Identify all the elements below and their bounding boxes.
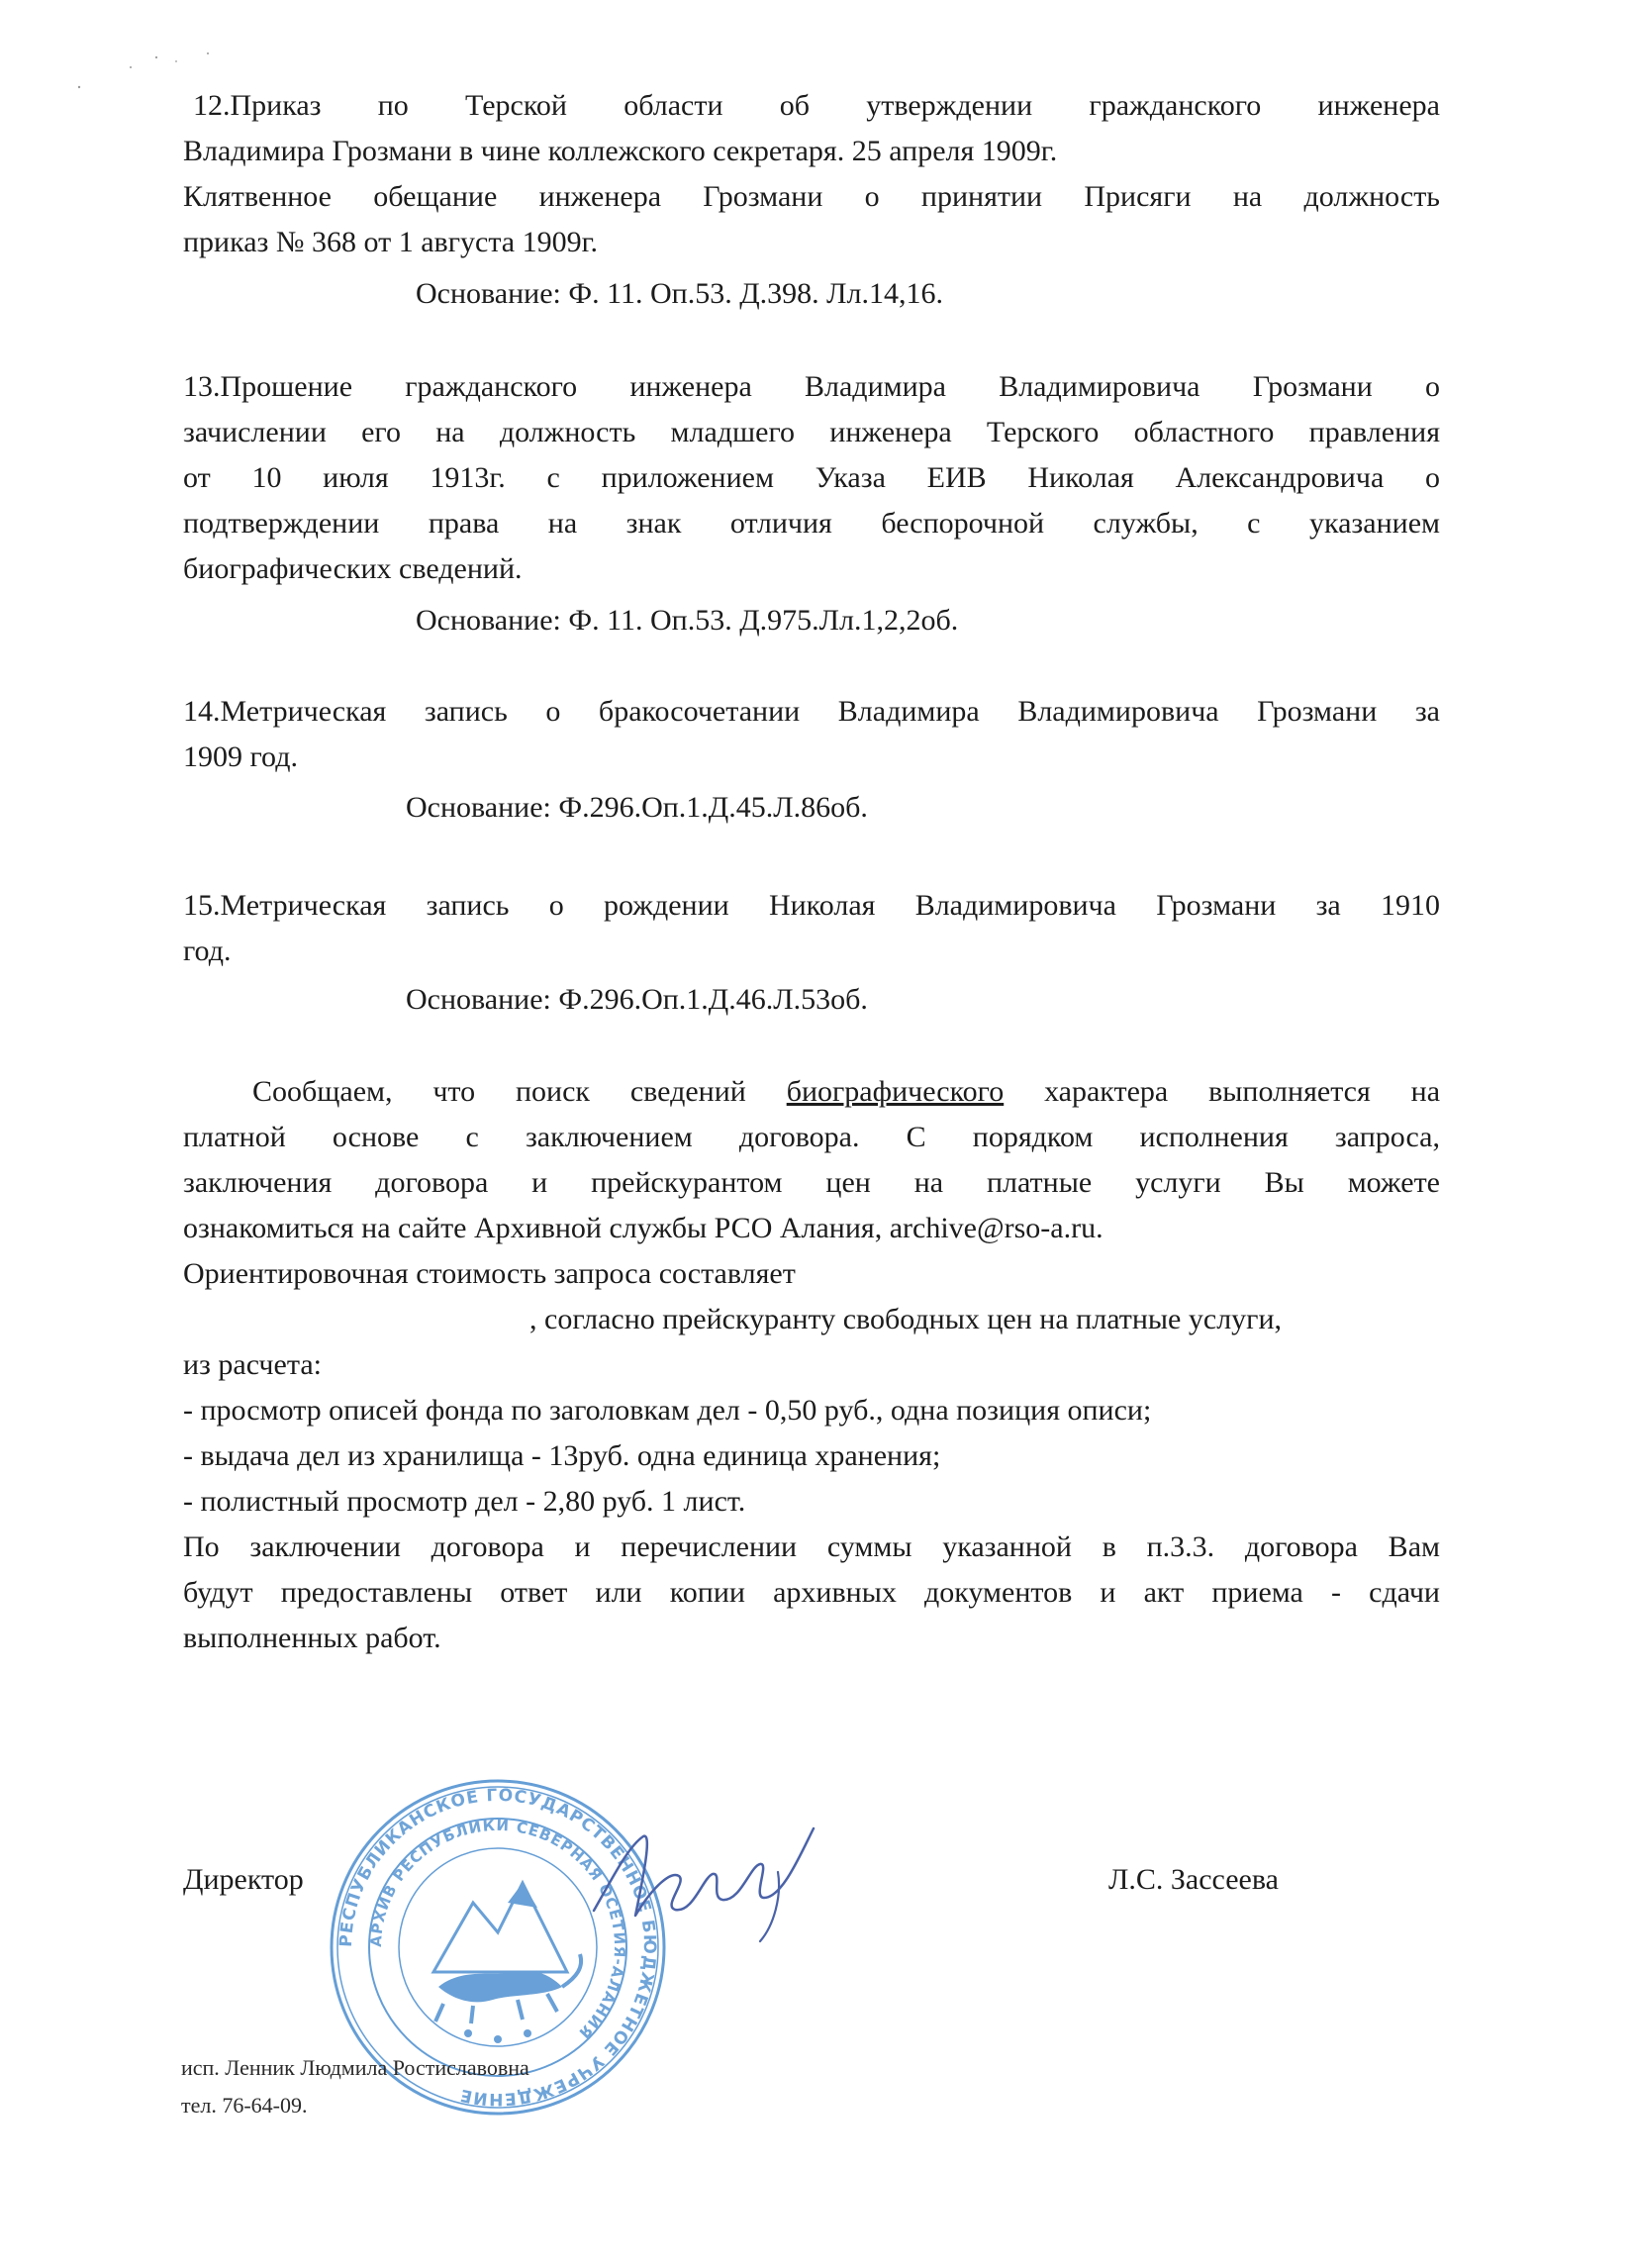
svg-text:РЕСПУБЛИКАНСКОЕ ГОСУДАРСТВЕННО: РЕСПУБЛИКАНСКОЕ ГОСУДАРСТВЕННОЕ БЮДЖЕТНОЕ УЧРЕЖДЕНИЕ — [336, 1785, 660, 2110]
item-line: 14.Метрическая запись о бракосочетании Владимира Владимировича Грозмани за — [183, 695, 1440, 728]
notice-line: , согласно прейскуранту свободных цен на платные услуги, — [529, 1303, 1283, 1335]
closing-line: будут предоставлены ответ или копии архивных документов и акт приема - сдачи — [183, 1576, 1440, 1609]
item-line: год. — [183, 935, 232, 967]
item-14-basis: Основание: Ф.296.Оп.1.Д.45.Л.86об. — [406, 791, 868, 824]
notice-line: платной основе с заключением договора. С порядком исполнения запроса, — [183, 1121, 1440, 1153]
notice-line: ознакомиться на сайте Архивной службы РСО Алания, archive@rso-a.ru. — [183, 1212, 1103, 1244]
notice-paragraph — [183, 1069, 1440, 1661]
item-line: подтверждении права на знак отличия беспорочной службы, с указанием — [183, 507, 1440, 540]
item-line: зачислении его на должность младшего инженера Терского областного правления — [183, 416, 1440, 448]
archive-item-13 — [183, 364, 1440, 592]
closing-line: выполненных работ. — [183, 1622, 441, 1654]
archive-item-15 — [183, 883, 1440, 974]
item-line: 15.Метрическая запись о рождении Николая Владимировича Грозмани за 1910 — [183, 889, 1440, 922]
archive-item-12 — [183, 83, 1440, 265]
item-13-basis: Основание: Ф. 11. Оп.53. Д.975.Лл.1,2,2об. — [416, 604, 959, 637]
notice-line: заключения договора и прейскурантом цен на платные услуги Вы можете — [183, 1166, 1440, 1199]
executor-name: исп. Ленник Людмила Ростиславовна — [181, 2055, 529, 2080]
item-line: 1909 год. — [183, 740, 298, 773]
director-name: Л.С. Зассеева — [1108, 1863, 1279, 1896]
notice-line: Ориентировочная стоимость запроса составляет — [183, 1257, 796, 1290]
price-bullet: - выдача дел из хранилища - 13руб. одна единица хранения; — [183, 1439, 941, 1472]
price-bullet: - полистный просмотр дел - 2,80 руб. 1 лист. — [183, 1485, 746, 1518]
underlined-word: биографического — [786, 1075, 1005, 1108]
closing-line: По заключении договора и перечислении суммы указанной в п.3.3. договора Вам — [183, 1530, 1440, 1563]
svg-text:АРХИВ РЕСПУБЛИКИ СЕВЕРНАЯ ОСЕТ: АРХИВ РЕСПУБЛИКИ СЕВЕРНАЯ ОСЕТИЯ-АЛАНИЯ — [366, 1816, 629, 2043]
item-line: от 10 июля 1913г. с приложением Указа ЕИВ Николая Александровича о — [183, 461, 1440, 494]
item-line: Клятвенное обещание инженера Грозмани о принятии Присяги на должность — [183, 180, 1440, 213]
director-signature — [584, 1817, 841, 1945]
notice-line: из расчета: — [183, 1348, 322, 1381]
item-line: биографических сведений. — [183, 552, 523, 585]
notice-line: Сообщаем, что поиск сведений биографического характера выполняется на — [252, 1075, 1441, 1108]
archive-item-14 — [183, 689, 1440, 780]
item-line: 13.Прошение гражданского инженера Владимира Владимировича Грозмани о — [183, 370, 1440, 403]
item-12-basis: Основание: Ф. 11. Оп.53. Д.398. Лл.14,16. — [416, 277, 943, 310]
item-line: 12.Приказ по Терской области об утверждении гражданского инженера — [193, 89, 1440, 122]
item-line: приказ № 368 от 1 августа 1909г. — [183, 226, 599, 258]
item-line: Владимира Грозмани в чине коллежского секретаря. 25 апреля 1909г. — [183, 135, 1058, 167]
executor-phone: тел. 76-64-09. — [181, 2093, 308, 2118]
price-bullet: - просмотр описей фонда по заголовкам дел - 0,50 руб., одна позиция описи; — [183, 1394, 1152, 1427]
item-15-basis: Основание: Ф.296.Оп.1.Д.46.Л.53об. — [406, 983, 868, 1016]
director-title: Директор — [183, 1863, 304, 1896]
